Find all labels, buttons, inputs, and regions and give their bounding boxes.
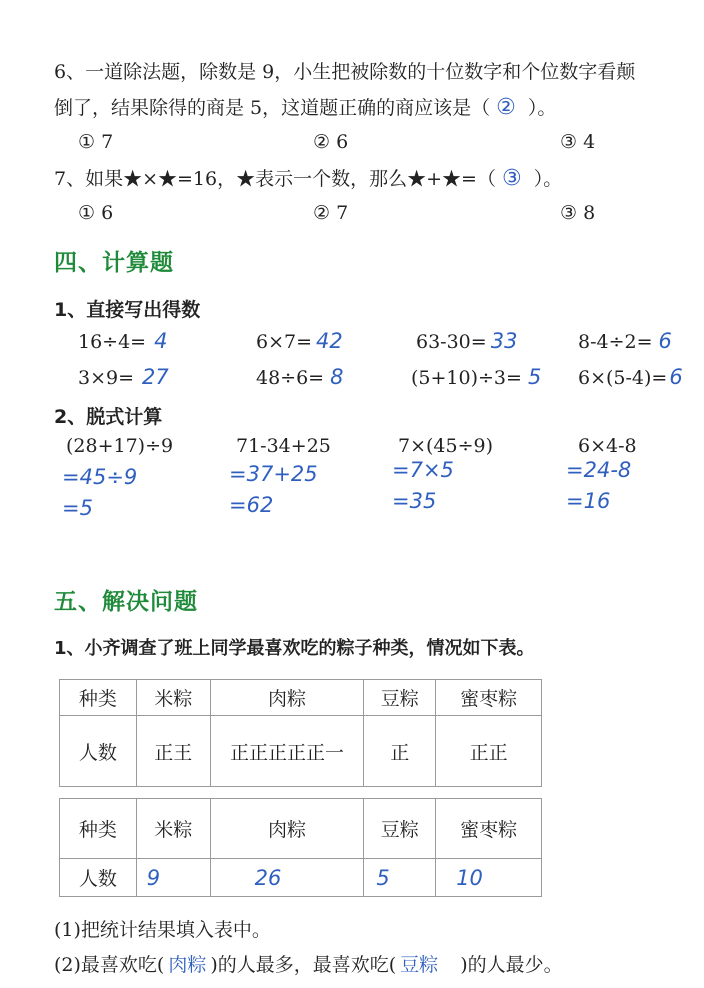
tally-table-header: 米粽 bbox=[136, 680, 210, 716]
tally-table bbox=[59, 679, 542, 787]
count-table-label: 人数 bbox=[60, 859, 137, 897]
tally-table-cell: 正正 bbox=[436, 716, 542, 787]
q6-option-1: ① 7 bbox=[78, 131, 114, 153]
part2-text-a: (2)最喜欢吃( bbox=[54, 954, 165, 976]
q7-text: 7、如果★×★=16，★表示一个数，那么★+★=（ bbox=[54, 168, 496, 190]
tally-table-header: 肉粽 bbox=[210, 680, 364, 716]
count-table-header: 豆粽 bbox=[364, 799, 436, 859]
count-table-row bbox=[60, 859, 542, 897]
direct-item bbox=[78, 331, 167, 352]
q6-option-3: ③ 4 bbox=[560, 131, 596, 153]
part2-text-b: )的人最多，最喜欢吃( bbox=[210, 954, 397, 976]
part2-answer-most: 肉粽 bbox=[168, 954, 207, 976]
section4-sub2: 2、脱式计算 bbox=[54, 406, 163, 428]
q7-option-1: ① 6 bbox=[78, 202, 114, 224]
stepwise-step1: =7×5 bbox=[392, 458, 454, 482]
count-table-value[interactable] bbox=[210, 859, 364, 897]
direct-expr: (5+10)÷3= bbox=[411, 367, 522, 389]
tally-table-cell: 正 bbox=[364, 716, 436, 787]
direct-item bbox=[578, 367, 683, 388]
count-value-mizong: 9 bbox=[146, 865, 161, 890]
count-table-header-row bbox=[60, 799, 542, 859]
direct-item bbox=[578, 331, 672, 352]
section4-sub1: 1、直接写出得数 bbox=[54, 299, 201, 321]
direct-answer: 6 bbox=[658, 329, 672, 353]
direct-item bbox=[416, 331, 517, 352]
section5-part1: (1)把统计结果填入表中。 bbox=[54, 919, 271, 941]
direct-expr: 48÷6= bbox=[256, 367, 325, 389]
q7-option-3: ③ 8 bbox=[560, 202, 596, 224]
q6-option-2: ② 6 bbox=[313, 131, 349, 153]
direct-item bbox=[78, 367, 169, 388]
direct-answer: 27 bbox=[142, 365, 169, 389]
count-table-value[interactable] bbox=[436, 859, 542, 897]
stepwise-expr: 7×(45÷9) bbox=[398, 435, 494, 457]
direct-answer: 33 bbox=[490, 329, 518, 353]
stepwise-step1: =37+25 bbox=[229, 462, 318, 486]
direct-expr: 63-30= bbox=[416, 331, 487, 353]
stepwise-step1: =24-8 bbox=[566, 458, 632, 482]
direct-expr: 16÷4= bbox=[78, 331, 147, 353]
part2-answer-least: 豆粽 bbox=[400, 954, 439, 976]
count-table-value[interactable] bbox=[136, 859, 210, 897]
count-value-mizaozong: 10 bbox=[456, 865, 483, 890]
q7-line bbox=[54, 168, 562, 190]
q7-option-2: ② 7 bbox=[313, 202, 349, 224]
stepwise-expr: 71-34+25 bbox=[236, 435, 331, 457]
stepwise-step2: =35 bbox=[392, 489, 437, 513]
q6-answer: ② bbox=[496, 95, 516, 120]
tally-table-row bbox=[60, 716, 542, 787]
count-table bbox=[59, 798, 542, 897]
stepwise-expr: 6×4-8 bbox=[578, 435, 637, 457]
section4-title: 四、计算题 bbox=[54, 250, 174, 276]
section5-q1: 1、小齐调查了班上同学最喜欢吃的粽子种类，情况如下表。 bbox=[54, 638, 535, 659]
direct-expr: 3×9= bbox=[78, 367, 135, 389]
tally-table-header-row bbox=[60, 680, 542, 716]
tally-table-cell: 人数 bbox=[60, 716, 137, 787]
direct-expr: 8-4÷2= bbox=[578, 331, 653, 353]
direct-answer: 8 bbox=[330, 365, 344, 389]
count-table-header: 蜜枣粽 bbox=[436, 799, 542, 859]
direct-item bbox=[411, 367, 541, 388]
stepwise-step2: =16 bbox=[566, 489, 611, 513]
stepwise-expr: (28+17)÷9 bbox=[66, 435, 174, 457]
stepwise-step2: =5 bbox=[62, 496, 93, 520]
tally-table-header: 蜜枣粽 bbox=[436, 680, 542, 716]
direct-expr: 6×(5-4)= bbox=[578, 367, 668, 389]
tally-table-header: 豆粽 bbox=[364, 680, 436, 716]
section5-part2 bbox=[54, 956, 563, 975]
tally-table-header: 种类 bbox=[60, 680, 137, 716]
stepwise-step2: =62 bbox=[229, 493, 274, 517]
direct-answer: 42 bbox=[316, 329, 343, 353]
count-value-douzong: 5 bbox=[376, 865, 390, 890]
q7-answer: ③ bbox=[501, 166, 522, 191]
direct-answer: 5 bbox=[527, 365, 542, 389]
direct-item bbox=[256, 331, 343, 352]
stepwise-step1: =45÷9 bbox=[62, 465, 138, 489]
q6-line1: 6、一道除法题，除数是 9，小生把被除数的十位数字和个位数字看颠 bbox=[54, 61, 636, 83]
count-table-header: 肉粽 bbox=[210, 799, 364, 859]
tally-table-cell: 正王 bbox=[136, 716, 210, 787]
count-table-header: 种类 bbox=[60, 799, 137, 859]
count-table-header: 米粽 bbox=[136, 799, 210, 859]
q6-line2 bbox=[54, 97, 556, 119]
count-value-rouzong: 26 bbox=[254, 865, 282, 890]
count-table-value[interactable] bbox=[364, 859, 436, 897]
q6-close: ）。 bbox=[527, 97, 557, 119]
q6-line2-text: 倒了，结果除得的商是 5，这道题正确的商应该是（ bbox=[54, 97, 491, 119]
q7-close: ）。 bbox=[533, 168, 563, 190]
direct-answer: 4 bbox=[154, 329, 168, 353]
direct-answer: 6 bbox=[669, 365, 683, 389]
section5-title: 五、解决问题 bbox=[54, 589, 198, 615]
tally-table-cell: 正正正正正一 bbox=[210, 716, 364, 787]
direct-item bbox=[256, 367, 343, 388]
part2-text-c: )的人最少。 bbox=[460, 954, 563, 976]
direct-expr: 6×7= bbox=[256, 331, 313, 353]
